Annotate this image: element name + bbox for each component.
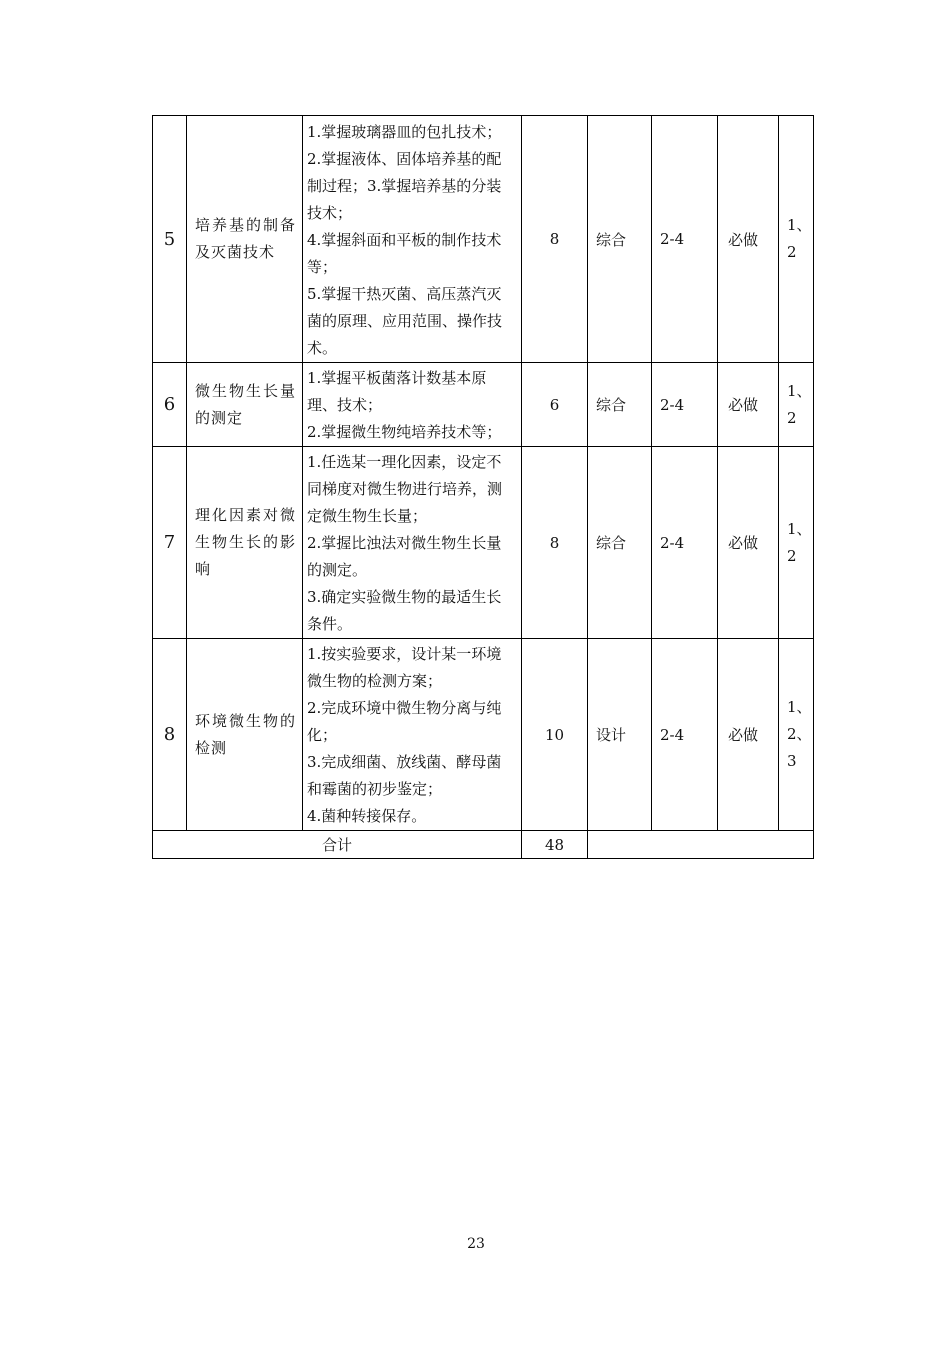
target-line: 2、 (787, 725, 812, 743)
hours: 8 (522, 116, 588, 363)
course-targets (779, 447, 814, 639)
experiment-type: 设计 (588, 639, 652, 831)
group-size: 2-4 (652, 116, 718, 363)
target-line: 2 (787, 546, 797, 565)
content-line: 1.任选某一理化因素，设定不同梯度对微生物进行培养，测定微生物生长量； (307, 453, 503, 525)
course-targets (779, 116, 814, 363)
content-line: 1.掌握平板菌落计数基本原理、技术； (307, 369, 487, 414)
content-line: 2.掌握微生物纯培养技术等； (307, 423, 502, 441)
content-line: 5.掌握干热灭菌、高压蒸汽灭菌的原理、应用范围、操作技术。 (307, 284, 503, 357)
group-size: 2-4 (652, 447, 718, 639)
content-line: 2.掌握液体、固体培养基的配制过程；3.掌握培养基的分装技术； (307, 149, 502, 222)
experiment-type: 综合 (588, 363, 652, 447)
row-number: 8 (153, 639, 187, 831)
table-row (153, 363, 814, 447)
experiment-content (303, 116, 522, 363)
row-number: 6 (153, 363, 187, 447)
target-line: 2 (787, 243, 797, 261)
target-line: 1、 (787, 698, 812, 716)
content-line: 2.完成环境中微生物分离与纯化； (307, 699, 502, 744)
total-blank (588, 831, 814, 859)
target-line: 1、 (787, 519, 812, 538)
total-label: 合计 (153, 831, 522, 859)
requirement: 必做 (718, 639, 779, 831)
experiment-content (303, 639, 522, 831)
target-line: 3 (787, 752, 797, 770)
requirement: 必做 (718, 363, 779, 447)
experiment-type: 综合 (588, 116, 652, 363)
hours: 6 (522, 363, 588, 447)
content-line: 2.掌握比浊法对微生物生长量的测定。 (307, 534, 502, 579)
total-hours: 48 (522, 831, 588, 859)
content-line: 1.按实验要求，设计某一环境微生物的检测方案； (307, 645, 502, 690)
experiment-name: 理化因素对微生物生长的影响 (187, 447, 303, 639)
course-targets (779, 639, 814, 831)
content-line: 4.菌种转接保存。 (307, 807, 427, 825)
row-number: 5 (153, 116, 187, 363)
table-row (153, 116, 814, 363)
target-line: 1、 (787, 216, 812, 234)
hours: 10 (522, 639, 588, 831)
page-number: 23 (467, 1236, 485, 1252)
group-size: 2-4 (652, 363, 718, 447)
hours: 8 (522, 447, 588, 639)
requirement: 必做 (718, 447, 779, 639)
group-size: 2-4 (652, 639, 718, 831)
content-line: 3.确定实验微生物的最适生长条件。 (307, 588, 502, 633)
requirement: 必做 (718, 116, 779, 363)
experiment-name: 环境微生物的检测 (187, 639, 303, 831)
row-number: 7 (153, 447, 187, 639)
target-line: 1、 (787, 381, 812, 400)
content-line: 4.掌握斜面和平板的制作技术等； (307, 230, 502, 276)
experiment-name: 培养基的制备及灭菌技术 (187, 116, 303, 363)
course-targets (779, 363, 814, 447)
table-row (153, 639, 814, 831)
total-row (153, 831, 814, 859)
experiment-content (303, 447, 522, 639)
content-line: 3.完成细菌、放线菌、酵母菌和霉菌的初步鉴定； (307, 753, 502, 798)
table-row (153, 447, 814, 639)
experiment-type: 综合 (588, 447, 652, 639)
experiment-content (303, 363, 522, 447)
target-line: 2 (787, 408, 797, 427)
experiment-table (152, 115, 814, 859)
experiment-name: 微生物生长量的测定 (187, 363, 303, 447)
content-line: 1.掌握玻璃器皿的包扎技术； (307, 122, 502, 141)
